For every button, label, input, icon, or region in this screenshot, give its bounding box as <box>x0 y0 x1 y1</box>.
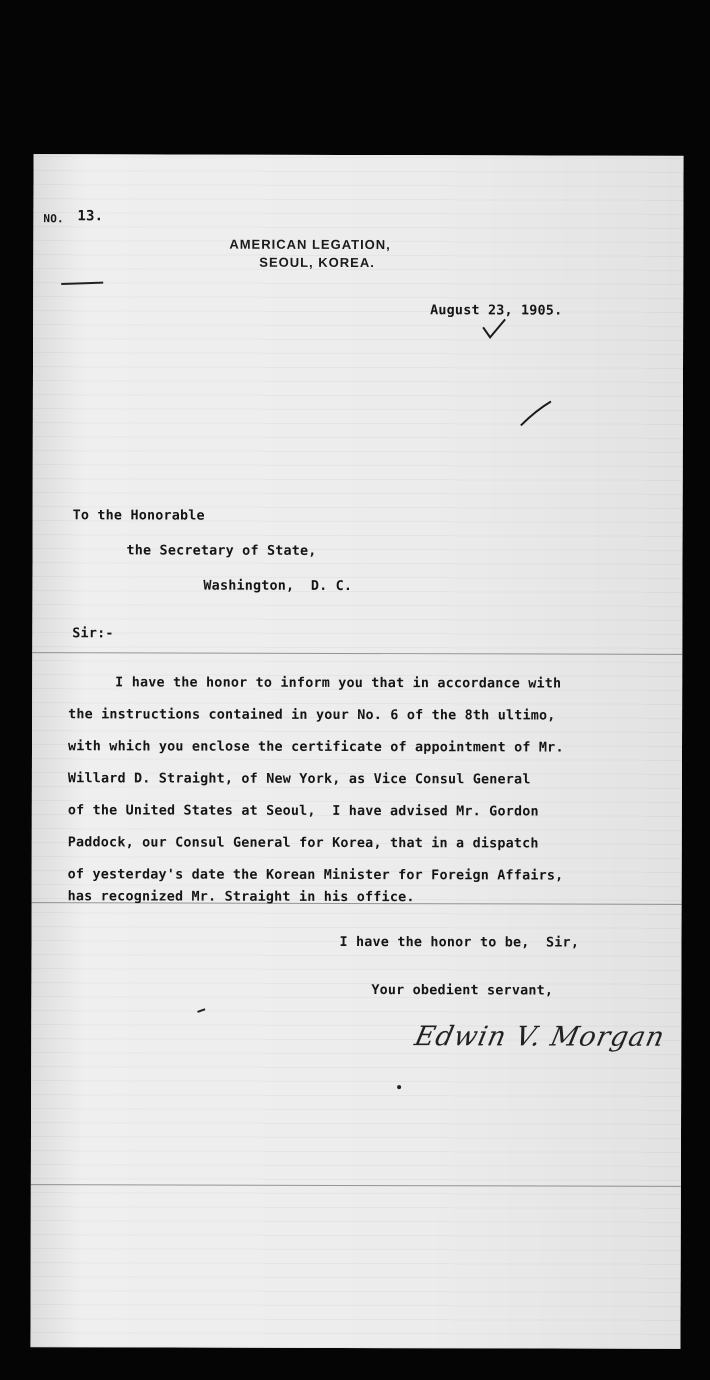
letterhead-line-1: AMERICAN LEGATION, <box>229 236 391 253</box>
document-number-value: 13. <box>77 208 104 225</box>
letter-date: August 23, 1905. <box>430 303 563 319</box>
body-line: of the United States at Seoul, I have advised Mr. Gordon <box>67 803 539 820</box>
salutation: Sir:- <box>72 626 114 642</box>
scan-rule <box>32 652 682 655</box>
body-line: has recognized Mr. Straight in his office. <box>67 889 415 906</box>
check-mark-icon <box>481 317 507 341</box>
closing-line-2: Your obedient servant, <box>371 983 554 999</box>
body-line: Willard D. Straight, of New York, as Vice Consul General <box>67 771 531 788</box>
ink-dot <box>197 1008 205 1013</box>
body-line: the instructions contained in your No. 6 of the 8th ultimo, <box>68 707 556 724</box>
scan-rule <box>31 1184 681 1187</box>
letter-page <box>30 154 683 1349</box>
ink-dot <box>397 1085 401 1089</box>
body-line: Paddock, our Consul General for Korea, that in a dispatch <box>67 835 539 852</box>
body-line: of yesterday's date the Korean Minister for Foreign Affairs, <box>67 867 564 884</box>
closing-line-1: I have the honor to be, Sir, <box>339 934 580 951</box>
document-number-label: NO. <box>43 212 64 226</box>
signature: Edwin V. Morgan <box>411 1021 668 1053</box>
body-line: I have the honor to inform you that in accordance with <box>115 675 562 692</box>
recipient-line-1: To the Honorable <box>72 508 205 524</box>
margin-dash <box>61 282 103 285</box>
letterhead-line-2: SEOUL, KOREA. <box>259 254 375 271</box>
body-line: with which you enclose the certificate of appointment of Mr. <box>67 739 564 756</box>
recipient-line-3: Washington, D. C. <box>203 578 353 594</box>
recipient-line-2: the Secretary of State, <box>126 543 317 559</box>
pencil-stroke-icon <box>519 399 553 427</box>
